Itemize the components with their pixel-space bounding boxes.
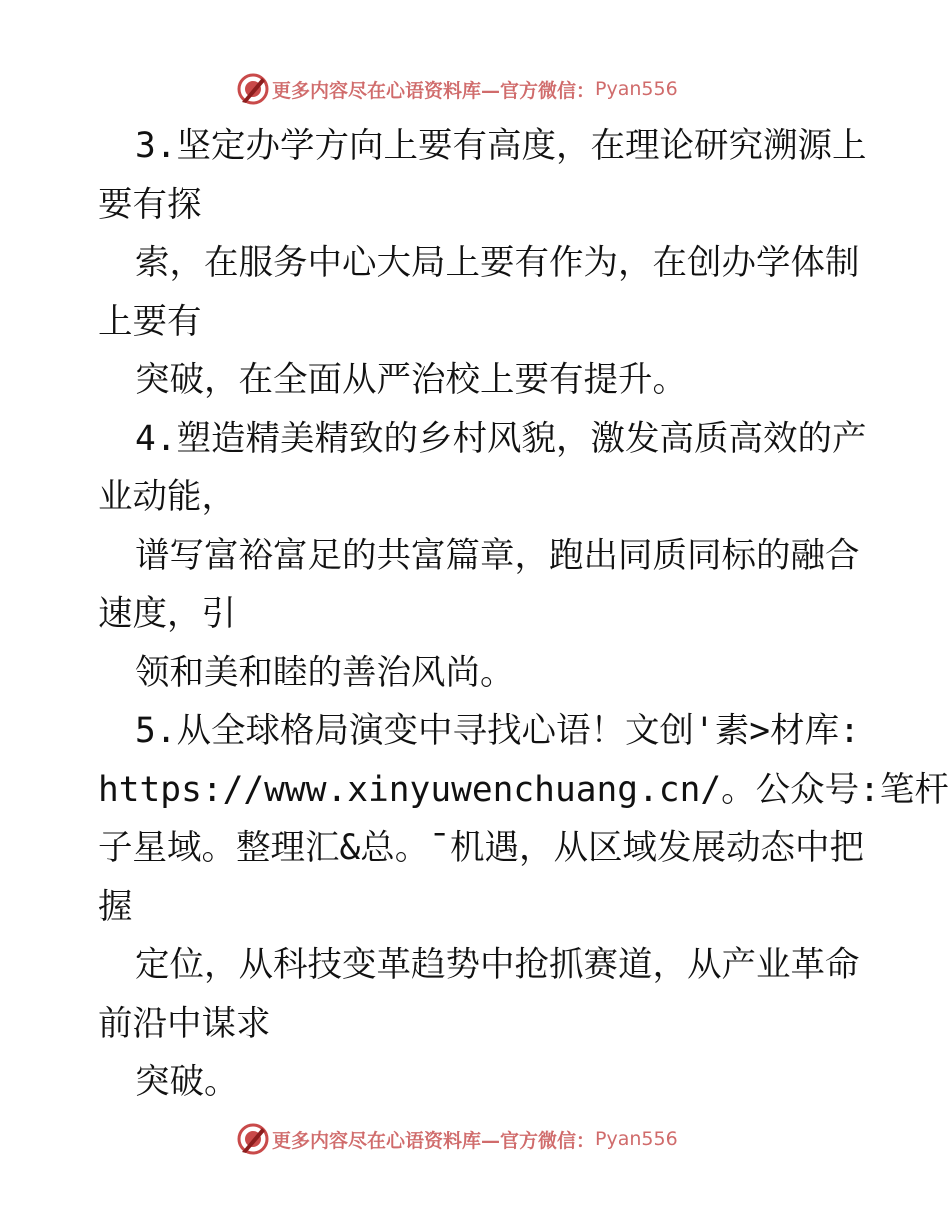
- quill-seal-icon: [236, 72, 270, 106]
- document-body: [98, 117, 949, 1112]
- text-line: 4.塑造精美精致的乡村风貌，激发高质高效的产: [135, 418, 867, 459]
- text-line: 突破，在全面从严治校上要有提升。: [135, 360, 687, 400]
- text-line: 谱写富裕富足的共富篇章，跑出同质同标的融合: [135, 535, 860, 576]
- text-line: 突破。: [135, 1062, 239, 1102]
- text-line: 领和美和睦的善治风尚。: [135, 652, 515, 693]
- text-line: 3.坚定办学方向上要有高度，在理论研究溯源上: [135, 126, 867, 166]
- text-line: 子星域。整理汇&总。¯机遇，从区域发展动态中把: [98, 828, 865, 868]
- footer-watermark: [236, 1122, 716, 1156]
- watermark-wechat-id: Pyan556: [595, 78, 678, 100]
- quill-seal-icon: [236, 1122, 270, 1156]
- text-line: 速度，引: [98, 594, 236, 634]
- text-line: 上要有: [98, 301, 202, 342]
- text-line: 前沿中谋求: [98, 1003, 271, 1044]
- text-line: 定位，从科技变革趋势中抢抓赛道，从产业革命: [135, 945, 860, 985]
- text-line: 索，在服务中心大局上要有作为，在创办学体制: [135, 243, 860, 283]
- watermark-text: 更多内容尽在心语资料库—官方微信：: [272, 79, 596, 102]
- watermark-text: 更多内容尽在心语资料库—官方微信：: [272, 1129, 596, 1152]
- text-line: 5.从全球格局演变中寻找心语！文创'素>材库:: [135, 711, 860, 751]
- text-line: 业动能，: [98, 477, 236, 517]
- watermark-wechat-id: Pyan556: [595, 1128, 678, 1150]
- text-line: 要有探: [98, 184, 202, 225]
- text-line: https://www.xinyuwenchuang.cn/。公众号:笔杆: [98, 769, 949, 810]
- header-watermark: [236, 72, 716, 106]
- text-line: 握: [98, 886, 133, 927]
